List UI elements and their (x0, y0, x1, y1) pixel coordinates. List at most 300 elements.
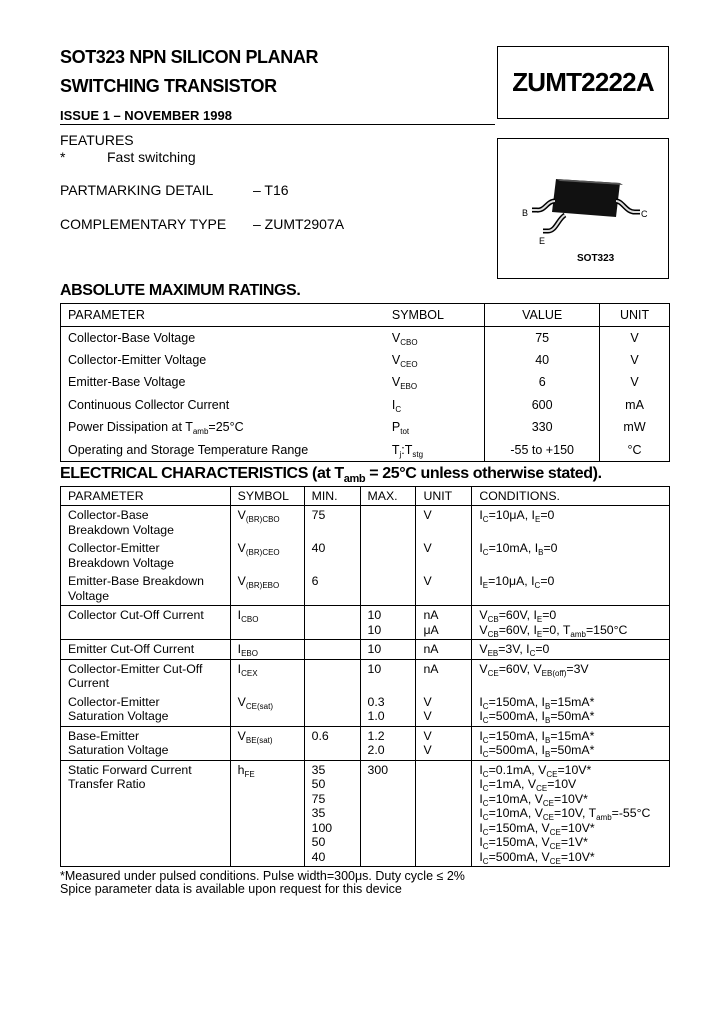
param-cell: Collector-Base Voltage (68, 330, 196, 345)
condition-line (479, 792, 669, 807)
cond-symbol: I (526, 642, 530, 656)
symbol: I (237, 642, 242, 656)
symbol-sub: FE (244, 769, 255, 779)
condition-line (479, 763, 669, 778)
cond-symbol: V (534, 806, 543, 820)
cond-sub: CE (549, 856, 561, 866)
min-cell (304, 693, 360, 727)
cond-value: =60V, (498, 622, 534, 637)
table-row (61, 572, 670, 606)
cond-symbol: I (479, 743, 483, 757)
condition-line (479, 729, 669, 744)
param-cell (61, 659, 231, 693)
param-cell (61, 572, 231, 606)
symbol-cell (230, 693, 304, 727)
cond-value: =3V (566, 661, 589, 676)
cell-line: Breakdown Voltage (68, 555, 174, 570)
cond-value: =500mA, (488, 849, 542, 864)
min-cell (304, 760, 360, 867)
elec-heading-sub: amb (343, 473, 366, 485)
unit-cell (416, 606, 472, 640)
symbol-cell (230, 640, 304, 660)
unit-cell (416, 693, 472, 727)
partmarking-value: – T16 (253, 182, 289, 198)
param-cell (61, 693, 231, 727)
symbol-sub: tot (400, 427, 410, 437)
cond-symbol: I (479, 541, 483, 555)
cond-symbol: V (538, 762, 547, 777)
cell-line: μA (423, 622, 439, 637)
condition-line (479, 850, 669, 865)
col-symbol: SYMBOL (391, 307, 444, 322)
elec-heading-tail: = 25°C unless otherwise stated). (365, 465, 602, 482)
cell-line: 50 (311, 777, 326, 791)
cell-line: nA (423, 642, 439, 656)
cond-value: =60V, (498, 608, 534, 622)
cond-symbol: I (479, 709, 483, 723)
cond-sub: C (482, 716, 489, 725)
cond-symbol: I (479, 820, 483, 835)
table-row (61, 394, 670, 417)
cond-symbol: I (533, 622, 537, 637)
cell-line: V (423, 541, 432, 555)
cell-line: 75 (311, 508, 326, 522)
col-value: VALUE (485, 304, 600, 327)
cell-line: Saturation Voltage (68, 743, 169, 757)
cond-value: =10V* (557, 762, 592, 777)
col-parameter: PARAMETER (68, 307, 145, 322)
symbol: V (237, 728, 246, 743)
ec-header-row (61, 487, 670, 506)
symbol-sub: CBO (400, 337, 418, 347)
col-symbol: SYMBOL (230, 487, 304, 506)
table-row (61, 606, 670, 640)
symbol-cell (230, 659, 304, 693)
unit-cell: V (600, 349, 670, 372)
part-number: ZUMT2222A (512, 67, 654, 97)
min-cell (304, 506, 360, 540)
param-sub: amb (192, 427, 209, 437)
cell-line: V (423, 709, 432, 723)
max-cell (360, 659, 416, 693)
conditions-cell (472, 659, 670, 693)
cond-sub: E (536, 629, 543, 639)
symbol-cell (385, 326, 485, 349)
cell-line: Breakdown Voltage (68, 522, 174, 537)
abs-max-header-row (61, 304, 670, 327)
cond-value: =10μA, (488, 508, 532, 522)
cell-line: Collector-Emitter (68, 694, 160, 709)
param-cell: Continuous Collector Current (68, 397, 230, 412)
cond-sub: amb (596, 813, 612, 822)
cell-line: 10 (367, 661, 382, 676)
cell-line: 6 (311, 574, 319, 588)
cond-value: =10μA, (488, 574, 532, 588)
cond-sub: C (482, 769, 489, 779)
cond-symbol: T (562, 622, 571, 637)
condition-line (479, 821, 669, 836)
col-conditions: CONDITIONS. (472, 487, 670, 506)
cond-value: =15mA* (550, 728, 595, 743)
cond-symbol: T (588, 806, 597, 820)
col-parameter: PARAMETER (61, 487, 231, 506)
footnote-pulsed: *Measured under pulsed conditions. Pulse width=300μs. Duty cycle ≤ 2% (60, 869, 465, 883)
cond-sub: CE (536, 784, 548, 793)
condition-line (479, 695, 669, 710)
cond-sub: C (482, 842, 489, 851)
cell-line: Current (68, 676, 110, 690)
max-cell (360, 572, 416, 606)
condition-line (479, 835, 669, 850)
cond-symbol: I (479, 849, 483, 864)
features-heading: FEATURES (60, 132, 134, 148)
cond-sub: CB (487, 629, 499, 639)
package-diagram-box (497, 138, 669, 279)
unit-cell: V (600, 371, 670, 394)
col-unit: UNIT (600, 304, 670, 327)
conditions-cell (472, 726, 670, 760)
elec-heading (60, 465, 602, 483)
cond-symbol: V (541, 849, 550, 864)
cond-value: =10V* (554, 791, 588, 806)
value-cell: 330 (485, 416, 600, 439)
table-row (61, 349, 670, 372)
cell-line: 35 (311, 806, 326, 820)
cond-symbol: I (541, 743, 545, 757)
symbol-sub: EBO (241, 649, 258, 658)
conditions-cell (472, 693, 670, 727)
cell-line: Transfer Ratio (68, 777, 146, 791)
symbol: V (391, 375, 401, 390)
issue-line: ISSUE 1 – NOVEMBER 1998 (60, 108, 232, 123)
cond-symbol: I (531, 508, 535, 522)
cond-value: =500mA, (488, 743, 542, 757)
param-cell: Operating and Storage Temperature Range (68, 442, 309, 457)
cell-line: 300 (367, 762, 389, 777)
cell-line: 2.0 (367, 743, 385, 757)
cond-sub: EB(off) (541, 668, 567, 678)
cond-value: =1mA, (488, 777, 528, 791)
cond-sub: E (482, 581, 489, 590)
condition-line (479, 508, 669, 523)
abs-max-table (60, 303, 670, 462)
cell-line: 40 (311, 541, 326, 555)
max-cell (360, 506, 416, 540)
cond-value: =50mA* (550, 709, 595, 723)
symbol: T (391, 442, 400, 457)
cond-sub: B (544, 701, 551, 711)
symbol: V (391, 352, 401, 367)
cond-value: =60V, (498, 661, 534, 676)
cond-symbol: V (541, 820, 550, 835)
cond-sub: C (482, 750, 489, 759)
value-cell: 600 (485, 394, 600, 417)
symbol-part-2: :T (401, 442, 413, 457)
condition-line (479, 642, 669, 657)
condition-line (479, 574, 669, 589)
param-cell (61, 640, 231, 660)
cond-symbol: I (533, 608, 537, 622)
cond-sub: C (482, 548, 489, 557)
cond-sub: C (482, 798, 489, 808)
cond-sub: amb (570, 629, 586, 639)
cond-sub: CE (549, 842, 561, 851)
cond-sub: C (482, 813, 489, 822)
symbol-cell (230, 506, 304, 540)
cond-value: =150mA, (488, 728, 542, 743)
unit-cell (416, 539, 472, 572)
cond-symbol: I (479, 777, 483, 791)
cond-sub: CE (546, 769, 558, 779)
cell-line: 10 (367, 608, 382, 622)
cond-value: =150mA, (488, 820, 542, 835)
table-row (61, 506, 670, 540)
cell-line: 0.6 (311, 728, 329, 743)
cond-value: =10mA, (488, 791, 535, 806)
symbol: V (237, 574, 246, 588)
cell-line: Collector Cut-Off Current (68, 608, 204, 622)
value-cell: 6 (485, 371, 600, 394)
symbol-sub: BE(sat) (245, 735, 273, 745)
symbol: V (237, 508, 246, 522)
cond-symbol: I (479, 694, 483, 709)
cond-symbol: I (531, 574, 535, 588)
symbol-sub: j (399, 449, 402, 459)
symbol-cell (385, 371, 485, 394)
max-cell (360, 606, 416, 640)
cell-line: 10 (367, 622, 382, 637)
cond-value: =0 (540, 574, 555, 588)
max-cell (360, 640, 416, 660)
footnote-spice: Spice parameter data is available upon request for this device (60, 882, 402, 896)
unit-cell: °C (600, 439, 670, 462)
value-cell: 40 (485, 349, 600, 372)
cell-line: Saturation Voltage (68, 709, 169, 723)
col-min: MIN. (304, 487, 360, 506)
condition-line (479, 662, 669, 677)
param-tail: =25°C (208, 420, 244, 435)
cond-symbol: I (541, 728, 545, 743)
symbol-cell (230, 539, 304, 572)
symbol: I (237, 608, 242, 622)
cond-sub: C (482, 515, 489, 524)
cond-value: =500mA, (488, 709, 542, 723)
part-number-box (497, 46, 669, 119)
cond-symbol: V (479, 642, 488, 656)
pin-e-label: E (539, 236, 546, 246)
cond-sub: C (534, 581, 541, 590)
symbol-cell (385, 416, 485, 439)
cond-value: =150mA, (488, 694, 542, 709)
value-cell: -55 to +150 (485, 439, 600, 462)
symbol-cell (385, 394, 485, 417)
cond-sub: B (538, 548, 544, 557)
cell-line: 100 (311, 820, 333, 835)
cond-value: =10V (547, 777, 577, 791)
cond-symbol: I (479, 835, 483, 849)
cond-value: =0 (542, 608, 557, 622)
cond-sub: CE (542, 798, 555, 808)
cell-line: Collector-Base (68, 508, 149, 522)
sot323-package-drawing (498, 139, 667, 277)
cond-value: =50mA* (550, 743, 595, 757)
cond-value: =10V, (554, 806, 589, 820)
table-row (61, 371, 670, 394)
table-row (61, 640, 670, 660)
cond-value: =0, (542, 622, 563, 637)
cond-sub: C (482, 827, 489, 837)
cell-line: 40 (311, 849, 326, 864)
min-cell (304, 726, 360, 760)
min-cell (304, 606, 360, 640)
conditions-cell (472, 572, 670, 606)
max-cell (360, 539, 416, 572)
cell-line: 1.2 (367, 728, 385, 743)
cell-line: V (423, 574, 432, 588)
symbol-sub: CE(sat) (245, 701, 273, 711)
conditions-cell (472, 760, 670, 867)
cell-line: Collector-Emitter Cut-Off (68, 661, 203, 676)
cond-value: =1V* (560, 835, 588, 849)
cell-line: 10 (367, 642, 382, 656)
cond-value: =0 (543, 541, 558, 555)
electrical-characteristics-table (60, 486, 670, 867)
cond-value: =0 (535, 642, 550, 656)
max-cell (360, 760, 416, 867)
cell-line: 35 (311, 762, 326, 777)
complementary-label: COMPLEMENTARY TYPE (60, 216, 227, 232)
min-cell (304, 659, 360, 693)
symbol-sub: C (395, 404, 402, 414)
title-line-1: SOT323 NPN SILICON PLANAR (60, 47, 319, 67)
table-row (61, 760, 670, 867)
symbol-cell (230, 760, 304, 867)
cond-value: =3V, (498, 642, 527, 656)
cond-symbol: I (479, 728, 483, 743)
min-cell (304, 640, 360, 660)
symbol: I (237, 661, 242, 676)
partmarking-label: PARTMARKING DETAIL (60, 182, 214, 198)
symbol-sub: (BR)CBO (245, 515, 280, 524)
cell-line: Base-Emitter (68, 728, 140, 743)
symbol: V (237, 694, 246, 709)
symbol-sub-2: stg (412, 449, 424, 459)
cell-line: V (423, 508, 432, 522)
cond-sub: CE (542, 813, 555, 822)
symbol-cell (230, 606, 304, 640)
param-cell (61, 539, 231, 572)
feature-item: Fast switching (107, 149, 196, 165)
cond-value: =-55°C (611, 806, 651, 820)
max-cell (360, 693, 416, 727)
conditions-cell (472, 539, 670, 572)
condition-line (479, 777, 669, 792)
unit-cell: mA (600, 394, 670, 417)
cell-line: Emitter Cut-Off Current (68, 642, 195, 656)
header-rule (60, 124, 495, 125)
cond-value: =150mA, (488, 835, 542, 849)
cell-line: Emitter-Base Breakdown (68, 574, 205, 588)
table-row (61, 693, 670, 727)
cond-sub: E (534, 515, 541, 524)
cond-sub: B (544, 716, 551, 725)
cond-symbol: V (527, 777, 537, 791)
cond-symbol: I (534, 541, 539, 555)
cond-symbol: I (541, 709, 545, 723)
table-row (61, 439, 670, 462)
cond-value: =0.1mA, (488, 762, 539, 777)
condition-line (479, 709, 669, 724)
cell-line: 75 (311, 791, 326, 806)
condition-line (479, 608, 669, 623)
min-cell (304, 572, 360, 606)
cond-value: =0 (540, 508, 555, 522)
condition-line (479, 623, 669, 638)
param-cell (61, 416, 385, 439)
min-cell (304, 539, 360, 572)
cond-symbol: V (479, 661, 488, 676)
cond-value: =10mA, (488, 541, 535, 555)
cond-value: =15mA* (550, 694, 595, 709)
condition-line (479, 806, 669, 821)
table-row (61, 726, 670, 760)
cond-sub: E (536, 615, 543, 624)
cond-sub: B (544, 750, 551, 759)
symbol: V (237, 541, 246, 555)
cond-sub: C (482, 856, 489, 866)
condition-line (479, 743, 669, 758)
cond-sub: B (544, 735, 551, 745)
symbol: I (391, 397, 396, 412)
cond-sub: C (482, 701, 489, 711)
param-cell (61, 760, 231, 867)
cond-value: =10V* (560, 849, 595, 864)
cell-line: V (423, 728, 432, 743)
conditions-cell (472, 506, 670, 540)
unit-cell (416, 726, 472, 760)
param-cell: Collector-Emitter Voltage (68, 352, 207, 367)
param-cell (61, 726, 231, 760)
cond-sub: C (529, 649, 536, 658)
cond-symbol: V (533, 661, 542, 676)
symbol-sub: CBO (241, 615, 259, 624)
cond-sub: CE (549, 827, 561, 837)
symbol-sub: CEX (241, 668, 258, 678)
param-cell: Emitter-Base Voltage (68, 375, 186, 390)
cell-line: Voltage (68, 588, 110, 603)
unit-cell (416, 572, 472, 606)
unit-cell: V (600, 326, 670, 349)
col-max: MAX. (360, 487, 416, 506)
value-cell: 75 (485, 326, 600, 349)
cond-symbol: V (479, 622, 488, 637)
symbol-sub: CEO (400, 359, 418, 369)
symbol-sub: (BR)EBO (245, 581, 280, 590)
symbol-sub: (BR)CEO (245, 548, 280, 557)
title-line-2: SWITCHING TRANSISTOR (60, 76, 277, 96)
cond-symbol: I (479, 762, 483, 777)
unit-cell: mW (600, 416, 670, 439)
cond-symbol: V (534, 791, 543, 806)
param-cell (61, 506, 231, 540)
cond-symbol: I (541, 694, 545, 709)
unit-cell (416, 659, 472, 693)
symbol-sub: EBO (400, 382, 418, 392)
cell-line: nA (423, 608, 439, 622)
cond-symbol: I (479, 574, 483, 588)
cond-symbol: V (541, 835, 550, 849)
cell-line: nA (423, 661, 439, 676)
